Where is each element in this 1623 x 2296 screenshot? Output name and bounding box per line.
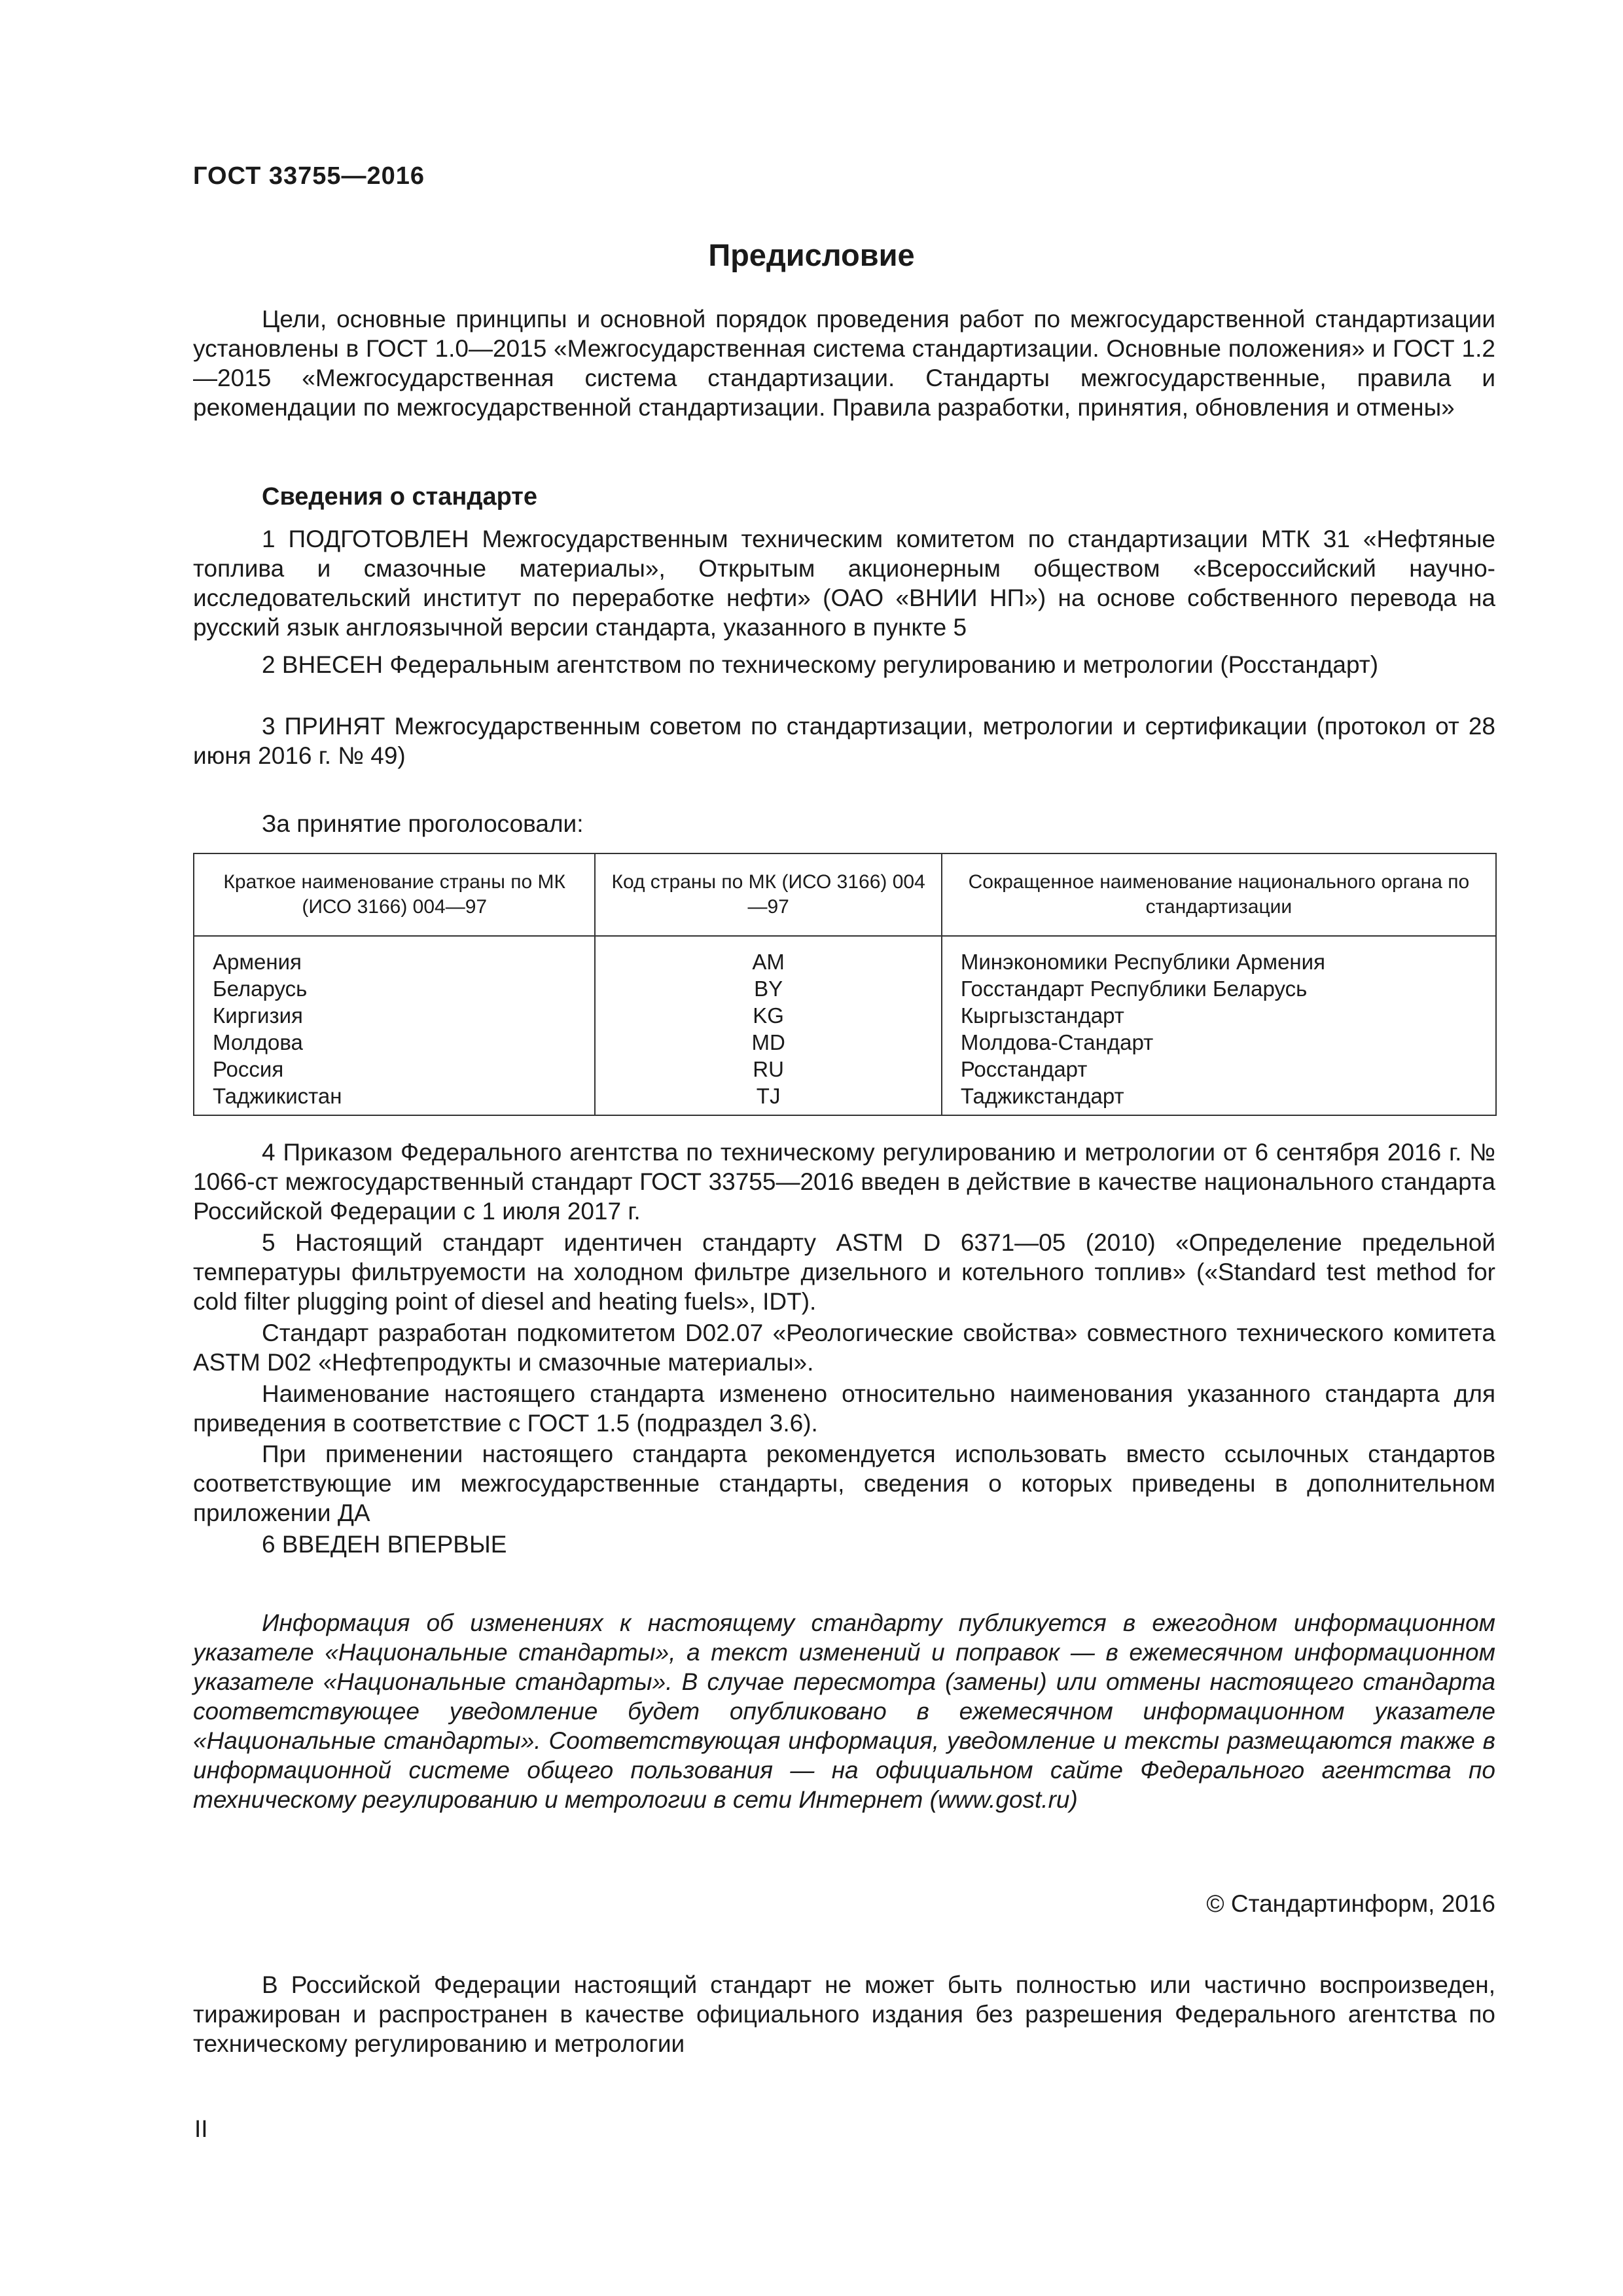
table-row	[194, 936, 1496, 975]
country-code: RU	[595, 1056, 941, 1083]
table-row	[194, 1083, 1496, 1115]
page-title: Предисловие	[708, 238, 915, 272]
item-5-committee-paragraph: Стандарт разработан подкомитетом D02.07 «Реологические свойства» совместного технического комитета ASTM D02 «Нефтепродукты и смазочные материалы».	[193, 1319, 1495, 1376]
page-number: II	[194, 2115, 208, 2142]
country-code: KG	[595, 1002, 941, 1029]
item-5-references-paragraph: При применении настоящего стандарта рекомендуется использовать вместо ссылочных стандартов соответствующие им межгосударственные стандарты, сведения о которых приведены в дополнительном приложении ДА	[193, 1441, 1495, 1526]
document-code: ГОСТ 33755—2016	[193, 162, 425, 190]
item-5-name-change-paragraph: Наименование настоящего стандарта изменено относительно наименования указанного стандарта для приведения в соответствие с ГОСТ 1.5 (подраздел 3.6).	[193, 1380, 1495, 1437]
item-3-paragraph: 3 ПРИНЯТ Межгосударственным советом по стандартизации, метрологии и сертификации (протокол от 28 июня 2016 г. № 49)	[193, 713, 1495, 769]
copyright-line: © Стандартинформ, 2016	[1206, 1890, 1495, 1917]
country-name: Россия	[194, 1056, 595, 1083]
table-row	[194, 1029, 1496, 1056]
column-header-country: Краткое наименование страны по МК (ИСО 3166) 004—97	[194, 853, 595, 936]
changes-notice-paragraph: Информация об изменениях к настоящему стандарту публикуется в ежегодном информационном указателе «Национальные стандарты», а текст изменений и поправок — в ежемесячном информационном указателе «Национальные стандарты». В случае пересмотра (замены) или отмены настоящего стандарта соответствующее уведомление будет опубликовано в ежемесячном информационном указателе «Национальные стандарты». Соответствующая информация, уведомление и тексты размещаются также в информационной системе общего пользования — на официальном сайте Федерального агентства по техническому регулированию и метрологии в сети Интернет (www.gost.ru)	[193, 1609, 1495, 1813]
country-name: Киргизия	[194, 1002, 595, 1029]
country-code: AM	[595, 936, 941, 975]
national-body: Таджикстандарт	[942, 1083, 1496, 1115]
national-body: Молдова-Стандарт	[942, 1029, 1496, 1056]
item-5-paragraph: 5 Настоящий стандарт идентичен стандарту ASTM D 6371—05 (2010) «Определение предельной температуры фильтруемости на холодном фильтре дизельного и котельного топлив» («Standard test method for cold filter plugging point of diesel and heating fuels», IDT).	[193, 1229, 1495, 1315]
section-subheading: Сведения о стандарте	[262, 483, 538, 511]
item-6-paragraph: 6 ВВЕДЕН ВПЕРВЫЕ	[262, 1531, 507, 1558]
rights-paragraph: В Российской Федерации настоящий стандарт не может быть полностью или частично воспроизведен, тиражирован и распространен в качестве официального издания без разрешения Федерального агентства по техническому регулированию и метрологии	[193, 1971, 1495, 2057]
national-body: Минэкономики Республики Армения	[942, 936, 1496, 975]
vote-intro-text: За принятие проголосовали:	[262, 810, 584, 837]
country-name: Армения	[194, 936, 595, 975]
country-code: TJ	[595, 1083, 941, 1115]
voting-countries-table	[193, 853, 1497, 1116]
item-1-paragraph: 1 ПОДГОТОВЛЕН Межгосударственным техническим комитетом по стандартизации МТК 31 «Нефтяные топлива и смазочные материалы», Открытым акционерным обществом «Всероссийский научно-исследовательский институт по переработке нефти» (ОАО «ВНИИ НП») на основе собственного перевода на русский язык англоязычной версии стандарта, указанного в пункте 5	[193, 526, 1495, 641]
table-row	[194, 1056, 1496, 1083]
country-name: Беларусь	[194, 975, 595, 1002]
item-2-paragraph: 2 ВНЕСЕН Федеральным агентством по техническому регулированию и метрологии (Росстандарт)	[262, 651, 1379, 678]
table-row	[194, 1002, 1496, 1029]
country-code: MD	[595, 1029, 941, 1056]
column-header-code: Код страны по МК (ИСО 3166) 004—97	[595, 853, 941, 936]
national-body: Госстандарт Республики Беларусь	[942, 975, 1496, 1002]
country-name: Таджикистан	[194, 1083, 595, 1115]
column-header-authority: Сокращенное наименование национального органа по стандартизации	[942, 853, 1496, 936]
country-code: BY	[595, 975, 941, 1002]
country-name: Молдова	[194, 1029, 595, 1056]
item-4-paragraph: 4 Приказом Федерального агентства по техническому регулированию и метрологии от 6 сентября 2016 г. № 1066-ст межгосударственный стандарт ГОСТ 33755—2016 введен в действие в качестве национального стандарта Российской Федерации с 1 июля 2017 г.	[193, 1139, 1495, 1225]
intro-paragraph: Цели, основные принципы и основной порядок проведения работ по межгосударственной стандартизации установлены в ГОСТ 1.0—2015 «Межгосударственная система стандартизации. Основные положения» и ГОСТ 1.2—2015 «Межгосударственная система стандартизации. Стандарты межгосударственные, правила и рекомендации по межгосударственной стандартизации. Правила разработки, принятия, обновления и отмены»	[193, 306, 1495, 421]
national-body: Росстандарт	[942, 1056, 1496, 1083]
national-body: Кыргызстандарт	[942, 1002, 1496, 1029]
table-header-row	[194, 853, 1496, 936]
table-row	[194, 975, 1496, 1002]
